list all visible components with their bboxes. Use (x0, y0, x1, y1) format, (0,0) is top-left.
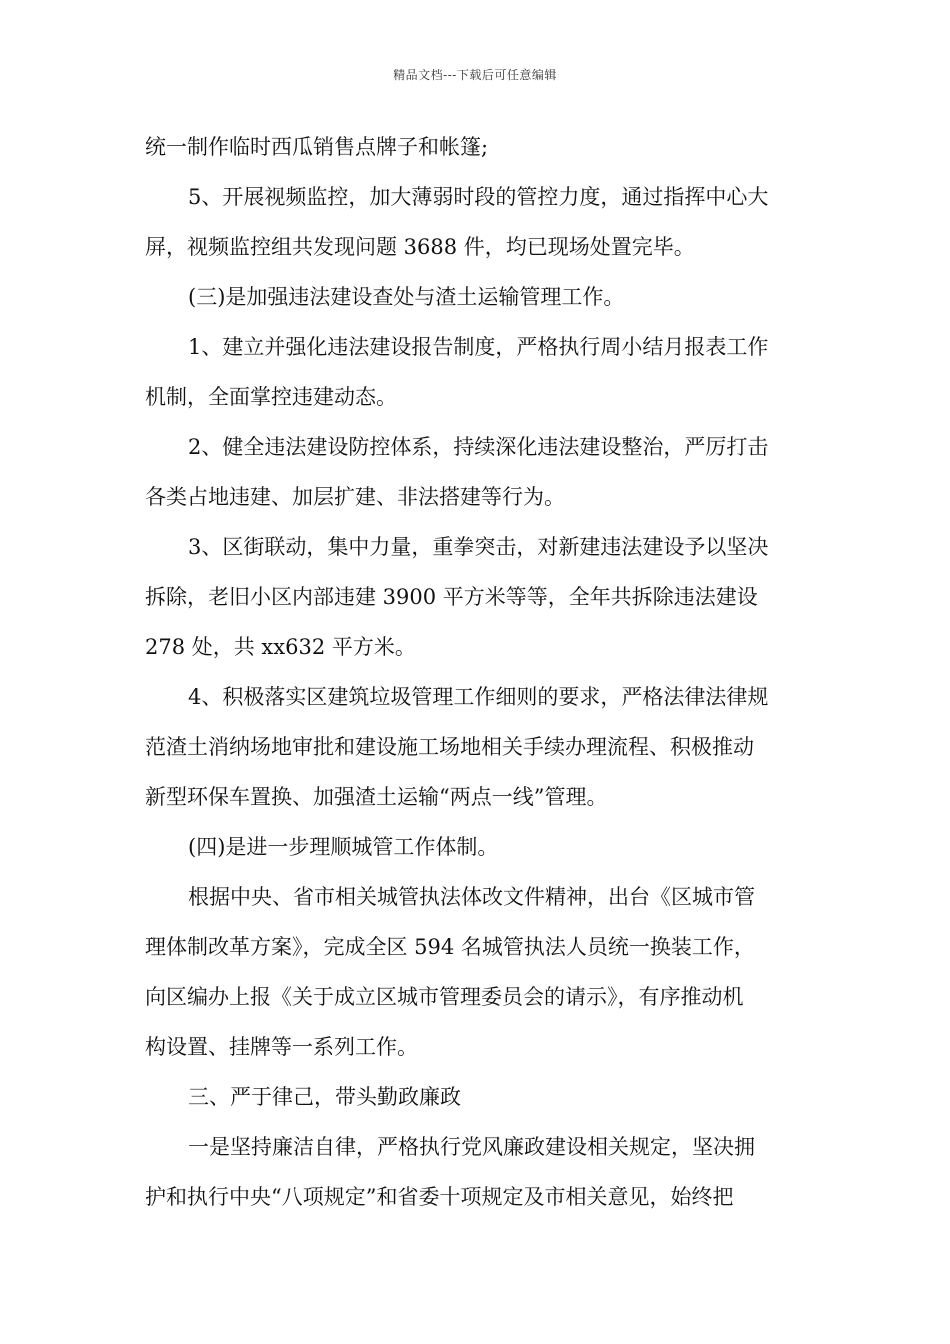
text-line: 范渣土消纳场地审批和建设施工场地相关手续办理流程、积极推动 (145, 735, 754, 759)
text-line: 5、开展视频监控，加大薄弱时段的管控力度，通过指挥中心大 (188, 185, 769, 209)
text-line: 机制，全面掌控违建动态。 (145, 385, 397, 409)
text-line: 根据中央、省市相关城管执法体改文件精神，出台《区城市管 (188, 885, 755, 909)
text-line: 向区编办上报《关于成立区城市管理委员会的请示》，有序推动机 (145, 985, 744, 1009)
text-line: 护和执行中央“八项规定”和省委十项规定及市相关意见，始终把 (145, 1185, 734, 1209)
text-line: 三、严于律己，带头勤政廉政 (188, 1085, 461, 1109)
text-line: 拆除，老旧小区内部违建 3900 平方米等等，全年共拆除违法建设 (145, 585, 758, 609)
text-line: 新型环保车置换、加强渣土运输“两点一线”管理。 (145, 785, 608, 809)
text-line: (四)是进一步理顺城管工作体制。 (188, 835, 499, 859)
text-line: 一是坚持廉洁自律，严格执行党风廉政建设相关规定，坚决拥 (188, 1135, 755, 1159)
text-line: 屏，视频监控组共发现问题 3688 件，均已现场处置完毕。 (145, 235, 695, 259)
text-line: 理体制改革方案》，完成全区 594 名城管执法人员统一换装工作， (145, 935, 755, 959)
text-line: (三)是加强违法建设查处与渣土运输管理工作。 (188, 285, 625, 309)
text-line: 2、健全违法建设防控体系，持续深化违法建设整治，严厉打击 (188, 435, 769, 459)
document-body (145, 126, 809, 1226)
text-line: 278 处，共 xx632 平方米。 (145, 635, 416, 659)
text-line: 构设置、挂牌等一系列工作。 (145, 1035, 418, 1059)
text-line: 4、积极落实区建筑垃圾管理工作细则的要求，严格法律法律规 (188, 685, 769, 709)
text-line: 各类占地违建、加层扩建、非法搭建等行为。 (145, 485, 565, 509)
text-line: 1、建立并强化违法建设报告制度，严格执行周小结月报表工作 (188, 335, 769, 359)
text-line: 统一制作临时西瓜销售点牌子和帐篷; (145, 135, 489, 159)
text-line: 3、区街联动，集中力量，重拳突击，对新建违法建设予以坚决 (188, 535, 769, 559)
page-header: 精品文档---下载后可任意编辑 (393, 68, 557, 82)
